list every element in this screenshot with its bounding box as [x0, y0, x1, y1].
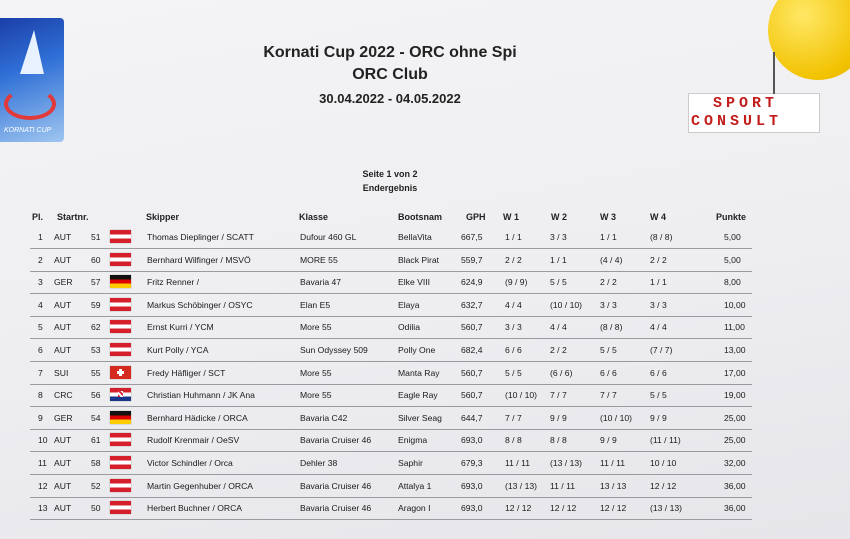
cell-start-number: 60: [91, 254, 101, 265]
cell-place: 10: [38, 435, 48, 446]
cell-gph: 679,3: [461, 458, 483, 468]
flag-icon: [110, 501, 131, 514]
cell-place: 7: [38, 367, 43, 378]
logo-caption: KORNATI CUP: [4, 127, 52, 134]
cell-w3: 3 / 3: [600, 299, 617, 310]
cell-w1: (9 / 9): [505, 277, 528, 288]
cell-boat: Black Pirat: [398, 254, 440, 265]
cell-w1: 7 / 7: [505, 412, 522, 423]
cell-boat: Odilia: [398, 322, 420, 333]
cell-start-number: 51: [91, 232, 101, 242]
cell-w4: (13 / 13): [650, 503, 683, 514]
logo-line-consult: CONSULT: [691, 113, 783, 130]
table-row: [30, 475, 752, 498]
cell-skipper: Fritz Renner /: [147, 277, 200, 288]
cell-class: MORE 55: [300, 254, 338, 265]
cell-class: More 55: [300, 367, 332, 378]
cell-w4: 6 / 6: [650, 367, 667, 378]
cell-w2: 2 / 2: [550, 345, 567, 355]
cell-nation: SUI: [54, 367, 69, 378]
cell-boat: Aragon I: [398, 503, 431, 514]
cell-place: 13: [38, 503, 48, 514]
cell-w3: 12 / 12: [600, 503, 627, 514]
cell-w4: 10 / 10: [650, 458, 677, 468]
cell-place: 6: [38, 345, 43, 355]
cell-skipper: Rudolf Krenmair / OeSV: [147, 435, 240, 446]
cell-gph: 624,9: [461, 277, 483, 288]
cell-class: Sun Odyssey 509: [300, 345, 368, 355]
cell-class: Bavaria Cruiser 46: [300, 435, 372, 446]
flag-icon: [110, 298, 131, 311]
cell-nation: AUT: [54, 345, 72, 355]
cell-w4: 3 / 3: [650, 299, 667, 310]
cell-points: 11,00: [724, 322, 745, 333]
cell-w2: 9 / 9: [550, 412, 567, 423]
cell-w1: 5 / 5: [505, 367, 522, 378]
cell-start-number: 59: [91, 299, 101, 310]
col-skipper: Skipper: [146, 212, 180, 222]
cell-place: 5: [38, 322, 43, 333]
cell-points: 13,00: [724, 345, 746, 355]
cell-start-number: 61: [91, 435, 101, 446]
flag-icon: [110, 411, 131, 424]
cell-class: Bavaria Cruiser 46: [300, 503, 372, 514]
flag-icon: [110, 479, 131, 492]
cell-w3: (4 / 4): [600, 254, 623, 265]
cell-w3: 1 / 1: [600, 232, 617, 242]
cell-w2: (6 / 6): [550, 367, 573, 378]
cell-skipper: Christian Huhmann / JK Ana: [147, 390, 255, 401]
cell-points: 36,00: [724, 480, 746, 491]
cell-points: 10,00: [724, 299, 746, 310]
cell-w4: 12 / 12: [650, 480, 677, 491]
cell-start-number: 62: [91, 322, 101, 333]
flag-icon: [110, 230, 131, 243]
cell-w1: (10 / 10): [505, 390, 538, 401]
table-row: [30, 249, 752, 272]
cell-boat: Polly One: [398, 345, 436, 355]
cell-skipper: Kurt Polly / YCA: [147, 345, 209, 355]
result-type: Endergebnis: [362, 183, 418, 193]
cell-nation: AUT: [54, 458, 72, 468]
cell-place: 11: [38, 458, 47, 468]
cell-w3: 5 / 5: [600, 345, 617, 355]
cell-place: 4: [38, 299, 43, 310]
cell-boat: Eagle Ray: [398, 390, 438, 401]
flag-icon: [110, 388, 131, 401]
page-subtitle: ORC Club: [352, 66, 428, 83]
logo-line-sport: SPORT: [713, 95, 779, 112]
cell-nation: AUT: [54, 480, 72, 491]
cell-nation: CRC: [54, 390, 73, 401]
cell-class: More 55: [300, 390, 332, 401]
cell-points: 25,00: [724, 412, 746, 423]
cell-gph: 560,7: [461, 322, 483, 333]
cell-points: 5,00: [724, 232, 741, 242]
cell-start-number: 53: [91, 345, 101, 355]
cell-skipper: Fredy Häfliger / SCT: [147, 367, 226, 378]
cell-skipper: Victor Schindler / Orca: [147, 458, 233, 468]
cell-nation: AUT: [54, 503, 72, 514]
table-row: [30, 452, 752, 475]
cell-boat: Manta Ray: [398, 367, 440, 378]
cell-skipper: Thomas Dieplinger / SCATT: [147, 232, 254, 242]
cell-nation: AUT: [54, 254, 72, 265]
cell-place: 3: [38, 277, 43, 288]
cell-w1: 4 / 4: [505, 299, 522, 310]
page-title: Kornati Cup 2022 - ORC ohne Spi: [263, 44, 517, 61]
flag-icon: [110, 433, 131, 446]
col-w2: W 2: [551, 212, 568, 222]
cell-w2: (13 / 13): [550, 458, 583, 468]
cell-w2: 1 / 1: [550, 254, 567, 265]
cell-w3: 7 / 7: [600, 390, 617, 401]
cell-w2: 7 / 7: [550, 390, 567, 401]
table-row: [30, 384, 752, 407]
cell-w3: (8 / 8): [600, 322, 623, 333]
col-bootsnam: Bootsnam: [398, 212, 443, 222]
cell-class: Bavaria 47: [300, 277, 342, 288]
cell-w1: 11 / 11: [505, 458, 531, 468]
cell-nation: AUT: [54, 299, 72, 310]
cell-w4: 4 / 4: [650, 322, 667, 333]
col-w3: W 3: [600, 212, 617, 222]
flag-icon: [110, 253, 131, 266]
table-row: [30, 362, 752, 385]
flag-icon: [110, 343, 131, 356]
table-row: [30, 271, 752, 294]
cell-place: 8: [38, 390, 43, 401]
cell-points: 19,00: [724, 390, 746, 401]
cell-w2: 11 / 11: [550, 480, 576, 491]
cell-w2: (10 / 10): [550, 299, 583, 310]
cell-w2: 3 / 3: [550, 232, 567, 242]
col-punkte: Punkte: [716, 212, 747, 222]
cell-points: 8,00: [724, 277, 741, 288]
cell-w1: 12 / 12: [505, 503, 532, 514]
col-gph: GPH: [466, 212, 486, 222]
table-row: [30, 316, 752, 339]
cell-gph: 560,7: [461, 390, 483, 401]
event-dates: 30.04.2022 - 04.05.2022: [319, 91, 461, 106]
cell-skipper: Herbert Buchner / ORCA: [147, 503, 243, 514]
col-startnr: Startnr.: [57, 212, 89, 222]
table-row: [30, 294, 752, 317]
cell-place: 9: [38, 412, 43, 423]
cell-start-number: 56: [91, 390, 101, 401]
cell-class: More 55: [300, 322, 332, 333]
cell-start-number: 52: [91, 480, 101, 491]
cell-skipper: Bernhard Wilfinger / MSVÖ: [147, 254, 251, 265]
flag-icon: [110, 275, 131, 288]
cell-w1: 6 / 6: [505, 345, 522, 355]
cell-w1: (13 / 13): [505, 480, 538, 491]
table-row: [30, 429, 752, 452]
table-row: [30, 339, 752, 362]
cell-boat: Elke VIII: [398, 277, 430, 288]
cell-skipper: Martin Gegenhuber / ORCA: [147, 480, 254, 491]
cell-gph: 632,7: [461, 299, 483, 310]
cell-boat: Saphir: [398, 458, 423, 468]
cell-w1: 2 / 2: [505, 254, 522, 265]
cell-w3: 9 / 9: [600, 435, 617, 446]
cell-gph: 560,7: [461, 367, 483, 378]
table-row: [30, 497, 752, 520]
cell-w2: 5 / 5: [550, 277, 567, 288]
cell-w4: 2 / 2: [650, 254, 667, 265]
cell-w1: 1 / 1: [505, 232, 522, 242]
cell-boat: Silver Seag: [398, 412, 442, 423]
cell-w3: 11 / 11: [600, 458, 626, 468]
cell-boat: Enigma: [398, 435, 428, 446]
cell-gph: 559,7: [461, 254, 483, 265]
cell-class: Dufour 460 GL: [300, 232, 357, 242]
cell-w3: 2 / 2: [600, 277, 617, 288]
col-pl: Pl.: [32, 212, 44, 222]
table-row: [30, 226, 752, 249]
table-row: [30, 407, 752, 430]
cell-start-number: 58: [91, 458, 101, 468]
cell-boat: BellaVita: [398, 232, 432, 242]
cell-start-number: 54: [91, 412, 101, 423]
page-indicator: Seite 1 von 2: [362, 169, 418, 179]
cell-nation: AUT: [54, 232, 72, 242]
cell-boat: Attalya 1: [398, 480, 432, 491]
cell-w2: 8 / 8: [550, 435, 567, 446]
cell-w4: (7 / 7): [650, 345, 673, 355]
cell-w1: 3 / 3: [505, 322, 522, 333]
cell-w4: 5 / 5: [650, 390, 667, 401]
cell-nation: AUT: [54, 322, 72, 333]
col-klasse: Klasse: [299, 212, 329, 222]
cell-place: 1: [38, 232, 43, 242]
cell-w3: 13 / 13: [600, 480, 627, 491]
cell-class: Bavaria C42: [300, 412, 348, 423]
cell-nation: GER: [54, 277, 73, 288]
cell-w3: 6 / 6: [600, 367, 617, 378]
cell-gph: 667,5: [461, 232, 483, 242]
cell-skipper: Markus Schöbinger / OSYC: [147, 299, 253, 310]
cell-w3: (10 / 10): [600, 412, 633, 423]
cell-w2: 4 / 4: [550, 322, 567, 333]
cell-place: 2: [38, 254, 43, 265]
cell-skipper: Ernst Kurri / YCM: [147, 322, 214, 333]
cell-points: 17,00: [724, 367, 746, 378]
cell-place: 12: [38, 480, 48, 491]
cell-w4: (8 / 8): [650, 232, 673, 242]
cell-points: 36,00: [724, 503, 746, 514]
cell-points: 32,00: [724, 458, 746, 468]
cell-boat: Elaya: [398, 299, 420, 310]
flag-icon: [110, 456, 131, 469]
yellow-ball: [768, 0, 850, 80]
cell-w4: 9 / 9: [650, 412, 667, 423]
cell-gph: 693,0: [461, 503, 483, 514]
cell-nation: AUT: [54, 435, 72, 446]
cell-start-number: 50: [91, 503, 101, 514]
cell-gph: 693,0: [461, 435, 483, 446]
cell-gph: 693,0: [461, 480, 483, 491]
cell-w4: (11 / 11): [650, 435, 681, 446]
col-w4: W 4: [650, 212, 667, 222]
cell-gph: 682,4: [461, 345, 483, 355]
cell-w2: 12 / 12: [550, 503, 577, 514]
cell-nation: GER: [54, 412, 73, 423]
cell-points: 25,00: [724, 435, 746, 446]
cell-class: Elan E5: [300, 299, 331, 310]
cell-points: 5,00: [724, 254, 741, 265]
flag-icon: [110, 366, 131, 379]
cell-class: Dehler 38: [300, 458, 338, 468]
cell-class: Bavaria Cruiser 46: [300, 480, 372, 491]
cell-w1: 8 / 8: [505, 435, 522, 446]
cell-start-number: 55: [91, 367, 101, 378]
cell-skipper: Bernhard Hädicke / ORCA: [147, 412, 248, 423]
cell-gph: 644,7: [461, 412, 483, 423]
col-w1: W 1: [503, 212, 520, 222]
flag-icon: [110, 320, 131, 333]
cell-w4: 1 / 1: [650, 277, 667, 288]
cell-start-number: 57: [91, 277, 101, 288]
